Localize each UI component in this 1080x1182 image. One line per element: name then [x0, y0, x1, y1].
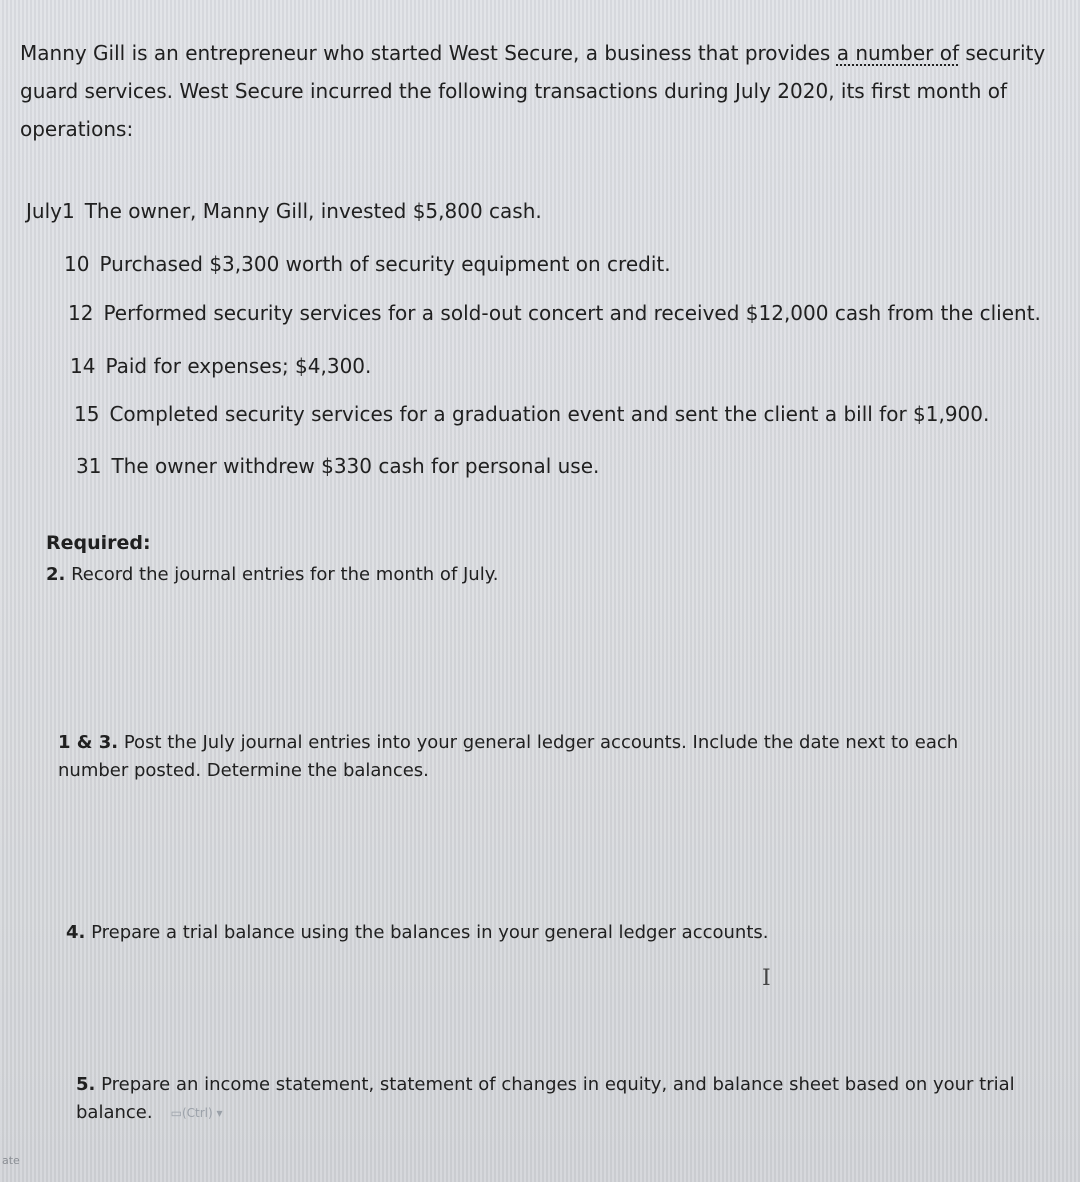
clipboard-icon: ▭ — [170, 1106, 182, 1120]
requirement-number: 5. — [76, 1074, 96, 1095]
intro-paragraph — [20, 34, 1060, 148]
requirement-1-3 — [58, 729, 958, 785]
requirement-text: Prepare an income statement, statement of changes in equity, and balance sheet based on your trial — [95, 1074, 1015, 1095]
transaction-row — [74, 402, 989, 426]
text-cursor-icon: I — [762, 966, 771, 991]
intro-text-1: Manny Gill is an entrepreneur who started West Secure, a business that provides — [20, 41, 837, 65]
transaction-row — [68, 301, 1041, 325]
transaction-row — [76, 454, 599, 478]
transaction-row — [64, 252, 671, 276]
requirement-text-line2: number posted. Determine the balances. — [58, 760, 429, 781]
transaction-day: 10 — [64, 252, 90, 276]
requirement-text: Record the journal entries for the month of July. — [65, 564, 499, 585]
transaction-day: July1 — [26, 199, 75, 223]
transaction-day: 12 — [68, 301, 94, 325]
required-heading: Required: — [46, 532, 151, 554]
corner-label: ate — [2, 1154, 20, 1167]
requirement-number: 1 & 3. — [58, 732, 119, 753]
transaction-text: Paid for expenses; $4,300. — [105, 354, 372, 378]
requirement-text: Post the July journal entries into your general ledger accounts. Include the date next to each — [118, 732, 959, 753]
transaction-text: The owner, Manny Gill, invested $5,800 cash. — [84, 199, 542, 223]
chevron-down-icon: ▾ — [212, 1106, 223, 1120]
requirement-4 — [66, 919, 769, 947]
paste-chip-label: (Ctrl) — [181, 1106, 213, 1120]
paste-options-button[interactable] — [171, 1099, 223, 1127]
transaction-text: Purchased $3,300 worth of security equipment on credit. — [99, 252, 671, 276]
transaction-row — [26, 199, 542, 223]
requirement-number: 4. — [66, 922, 86, 943]
transaction-text: The owner withdrew $330 cash for personal use. — [111, 454, 600, 478]
intro-underlined-phrase[interactable]: a number of — [836, 41, 960, 65]
intro-text-2: security guard services. West Secure incurred the following transactions during July 2020, its first month of operations: — [20, 41, 1046, 141]
transaction-text: Completed security services for a graduation event and sent the client a bill for $1,900. — [109, 402, 990, 426]
requirement-text-line2: balance. — [76, 1102, 153, 1123]
transaction-day: 15 — [74, 402, 100, 426]
requirement-2 — [46, 561, 499, 589]
transaction-row — [70, 354, 371, 378]
requirement-number: 2. — [46, 564, 66, 585]
requirement-5 — [76, 1071, 1015, 1127]
requirement-text: Prepare a trial balance using the balances in your general ledger accounts. — [85, 922, 769, 943]
transaction-day: 31 — [76, 454, 102, 478]
transaction-day: 14 — [70, 354, 96, 378]
transaction-text: Performed security services for a sold-out concert and received $12,000 cash from the client. — [103, 301, 1041, 325]
